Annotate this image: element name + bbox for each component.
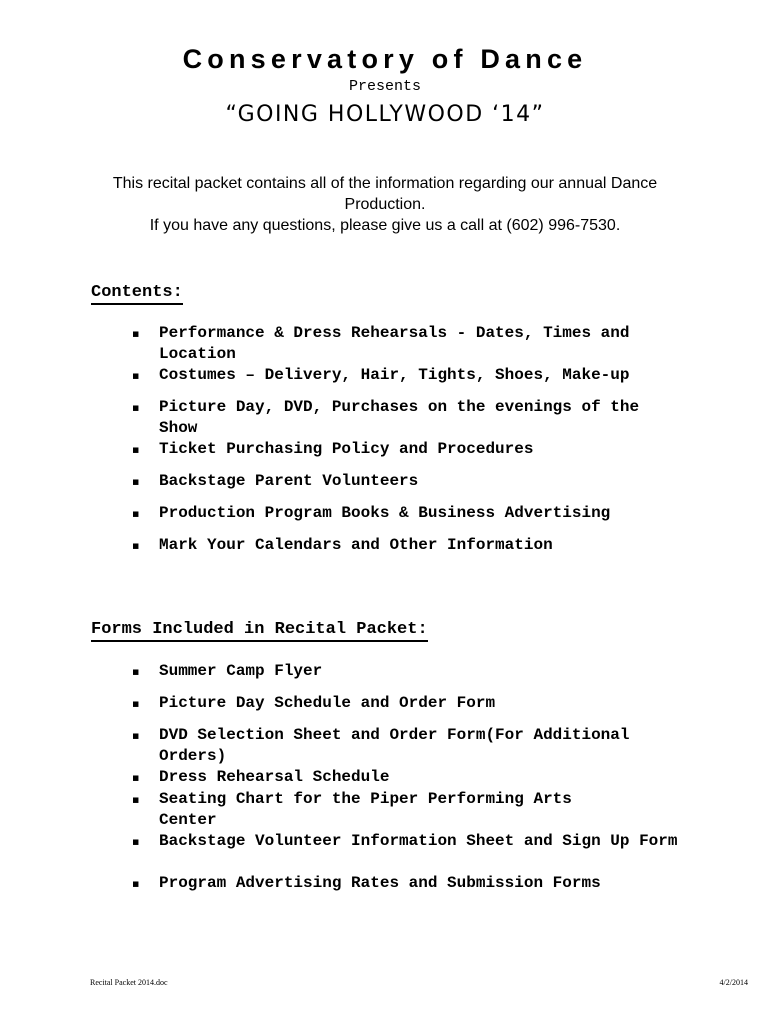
list-item [132, 831, 692, 852]
page-title: Conservatory of Dance [182, 44, 588, 74]
forms-heading: Forms Included in Recital Packet: [91, 620, 428, 642]
bullet-icon: ▪ [132, 697, 140, 710]
bullet-icon: ▪ [132, 665, 140, 678]
footer-date: 4/2/2014 [719, 978, 748, 987]
bullet-icon: ▪ [132, 771, 140, 784]
list-item [132, 873, 692, 894]
bullet-icon: ▪ [132, 507, 140, 520]
list-item [132, 471, 692, 492]
bullet-icon: ▪ [132, 793, 140, 806]
bullet-icon: ▪ [132, 877, 140, 890]
intro-line-1: This recital packet contains all of the information regarding our annual Dance Production. [112, 175, 658, 213]
list-item-text: Program Advertising Rates and Submission Forms [159, 874, 601, 892]
list-item [132, 439, 692, 460]
list-item-text: Seating Chart for the Piper Performing Arts Center [159, 790, 572, 829]
list-item [132, 789, 692, 831]
list-item-text: Backstage Parent Volunteers [159, 472, 419, 490]
list-item [132, 365, 692, 386]
list-item-text: Ticket Purchasing Policy and Procedures [159, 440, 534, 458]
show-title: “GOING HOLLYWOOD ‘14” [225, 102, 545, 127]
list-item-text: Performance & Dress Rehearsals - Dates, Times and Location [159, 324, 630, 363]
list-item [132, 397, 692, 439]
list-item [132, 535, 692, 556]
list-item [132, 767, 692, 788]
list-item-text: Mark Your Calendars and Other Information [159, 536, 553, 554]
bullet-icon: ▪ [132, 443, 140, 456]
list-item-text: Production Program Books & Business Advertising [159, 504, 611, 522]
list-item-text: Picture Day, DVD, Purchases on the evenings of the Show [159, 398, 640, 437]
intro-line-2: If you have any questions, please give us a call at (602) 996-7530. [149, 217, 621, 234]
list-item-text: Picture Day Schedule and Order Form [159, 694, 496, 712]
footer-filename: Recital Packet 2014.doc [90, 978, 168, 987]
presents-label: Presents [348, 78, 421, 95]
bullet-icon: ▪ [132, 327, 140, 340]
list-item-text: Dress Rehearsal Schedule [159, 768, 390, 786]
list-item-text: Summer Camp Flyer [159, 662, 323, 680]
bullet-icon: ▪ [132, 401, 140, 414]
list-item [132, 693, 692, 714]
list-item-text: DVD Selection Sheet and Order Form(For Additional Orders) [159, 726, 630, 765]
bullet-icon: ▪ [132, 475, 140, 488]
contents-heading: Contents: [91, 283, 183, 305]
bullet-icon: ▪ [132, 729, 140, 742]
list-item [132, 661, 692, 682]
bullet-icon: ▪ [132, 369, 140, 382]
list-item [132, 503, 692, 524]
list-item-text: Backstage Volunteer Information Sheet and Sign Up Form [159, 832, 678, 850]
list-item-text: Costumes – Delivery, Hair, Tights, Shoes, Make-up [159, 366, 630, 384]
intro-paragraph [0, 173, 770, 236]
list-item [132, 323, 692, 365]
list-item [132, 725, 692, 767]
bullet-icon: ▪ [132, 539, 140, 552]
bullet-icon: ▪ [132, 835, 140, 848]
